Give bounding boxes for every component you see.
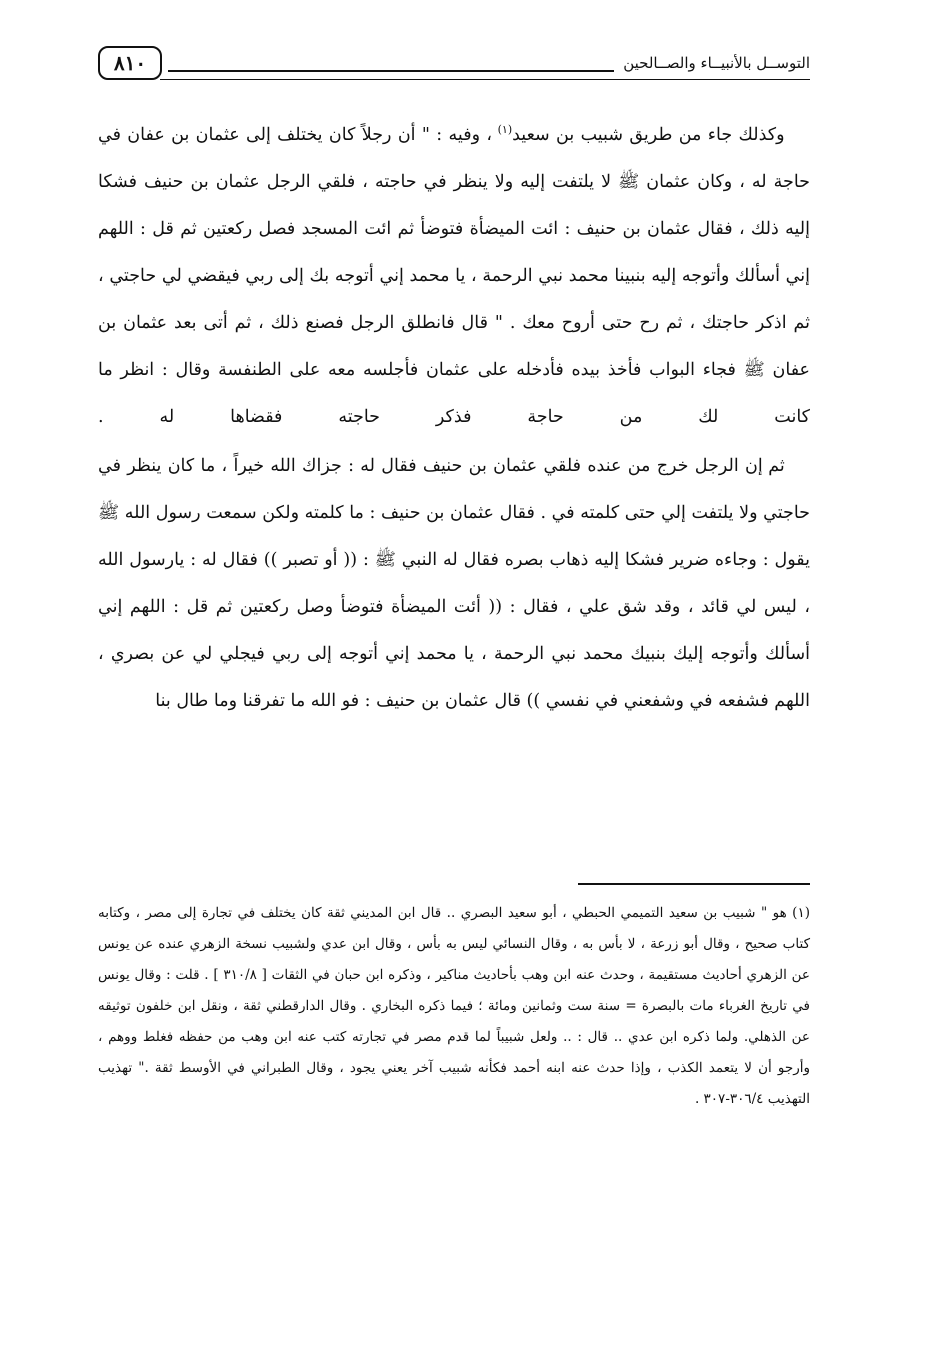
header-underline xyxy=(160,79,810,80)
header-rule xyxy=(168,70,614,72)
body-text xyxy=(98,106,810,725)
footnote-marker: (١) xyxy=(497,123,513,136)
footnote-separator xyxy=(578,883,810,885)
footnote-text: (١) هو " شبيب بن سعيد التميمي الحبطي ، أبو سعيد البصري .. قال ابن المديني ثقة كان يختلف في تجارة إلى مصر ، وكتابه كتاب صحيح ، وقال أبو زرعة ، لا بأس به ، وقال النسائي ليس به بأس ، وقال ابن عدي ولشبيب نسخة الزهري عنده عن يونس عن الزهري أحاديث مستقيمة ، وحدث عنه ابن وهب بأحاديث مناكير ، وذكره ابن حبان في الثقات [ ٣١٠/٨ ] . قلت : وقال يونس في تاريخ الغرباء مات بالبصرة = سنة ست وثمانين ومائة ؛ فيما ذكره البخاري . وقال الدارقطني ثقة ، ونقل ابن خلفون توثيقه عن الذهلي. ولما ذكره ابن عدي .. قال : .. ولعل شبيباً لما قدم مصر في تجارته كتب عنه ابن وهب من حفظه فغلط ووهم ، وأرجو أن لا يتعمد الكذب ، وإذا حدث عنه ابنه أحمد فكأنه شبيب آخر يعني يجود ، وقال الطبراني في الأوسط ثقة ." تهذيب التهذيب ٣٠٦/٤-٣٠٧ . xyxy=(98,905,810,1107)
running-title: التوســل بالأنبيــاء والصــالحين xyxy=(623,54,810,72)
paragraph-1 xyxy=(98,106,810,441)
paragraph-1-rest: ، وفيه : " أن رجلاً كان يختلف إلى عثمان بن عفان في حاجة له ، وكان عثمان ﷺ لا يلتفت إليه ولا ينظر في حاجته ، فلقي الرجل عثمان بن حنيف فشكا إليه ذلك ، فقال عثمان بن حنيف : ائت الميضأة فتوضأ ثم ائت المسجد فصل ركعتين ثم قل : اللهم إني أسألك وأتوجه إليه بنبينا محمد نبي الرحمة ، يا محمد إني أتوجه بك إلى ربي فيقضي لي حاجتي ، ثم اذكر حاجتك ، ثم رح حتى أروح معك . " قال فانطلق الرجل فصنع ذلك ، ثم أتى بعد عثمان بن عفان ﷺ فجاء البواب فأخذ بيده فأدخله على عثمان فأجلسه معه على الطنفسة وقال : انظر ما كانت لك من حاجة فذكر حاجته فقضاها له . xyxy=(98,124,810,427)
paragraph-1-start: وكذلك جاء من طريق شبيب بن سعيد xyxy=(512,124,785,145)
paragraph-2-text: ثم إن الرجل خرج من عنده فلقي عثمان بن حنيف فقال له : جزاك الله خيراً ، ما كان ينظر في حاجتي ولا يلتفت إلي حتى كلمته في . فقال عثمان بن حنيف : ما كلمته ولكن سمعت رسول الله ﷺ يقول : وجاءه ضرير فشكا إليه ذهاب بصره فقال له النبي ﷺ : (( أو تصبر )) فقال له : يارسول الله ، ليس لي قائد ، وقد شق علي ، فقال : (( أئت الميضأة فتوضأ وصل ركعتين ثم قل : اللهم إني أسألك وأتوجه إليك بنبيك محمد نبي الرحمة ، يا محمد إني أتوجه إلى ربي فيجلي لي عن بصري ، اللهم فشفعه في وشفعني في نفسي )) قال عثمان بن حنيف : فو الله ما تفرقنا وما طال بنا xyxy=(98,455,810,711)
footnote xyxy=(98,898,810,1115)
page-header xyxy=(98,46,810,86)
page-number: ٨١٠ xyxy=(98,46,162,80)
paragraph-2 xyxy=(98,443,810,725)
